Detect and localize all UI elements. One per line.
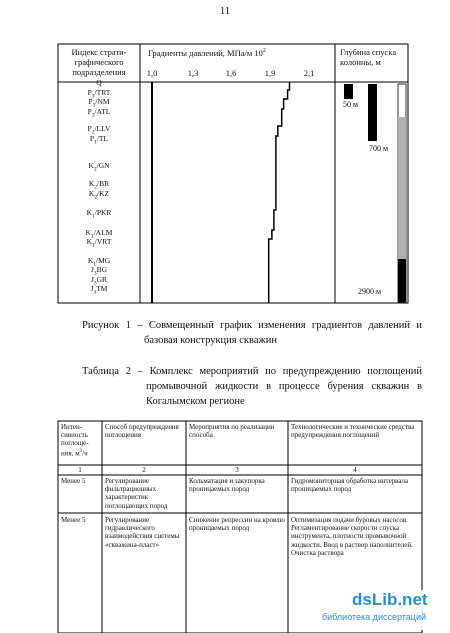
table-colnum-4: 4	[353, 466, 357, 474]
header-stratigraphic-index-line1: Индекс страти-	[71, 47, 127, 57]
table-row1-measures: Кольматация и закупорка проницаемых пород	[189, 477, 265, 494]
stratum-label: $P_3$/ATL	[87, 107, 111, 119]
stratum-label: $P_2$/LLV	[87, 124, 111, 136]
stratum-label: $P_1/TL$	[89, 134, 109, 146]
depth-label-700: 700 м	[369, 144, 389, 153]
stratum-label: $P_3/NM$	[88, 97, 110, 109]
stratum-label: $K_1/MG$	[87, 256, 111, 268]
header-pressure-gradients: Градиенты давлений, МПа/м $10^2$	[148, 48, 266, 58]
table-header-method: Способ предупреждения поглощения	[105, 423, 179, 440]
table-colnum-2: 2	[142, 466, 146, 474]
table-caption: Таблица 2 – Комплекс мероприятий по предупреждению поглощений промывочной жидкости в процессе бурения скважин в Когалымском регионе	[82, 366, 422, 407]
stratum-label: $J_3GR$	[90, 275, 108, 287]
table-header-tools: Технологические и технические средства предупреждения поглощений	[291, 423, 415, 440]
table-row1-tools: Гидромониторная обработка интервала проницаемых пород	[291, 477, 409, 494]
table-header-intensity: Интен-сивность поглоще-ния, $м^3/ч$	[61, 423, 89, 457]
stratum-label: $P_3$/TRT	[87, 88, 111, 100]
header-stratigraphic-index-line3: подразделения	[72, 67, 126, 77]
stratum-label: $K_2/GN$	[88, 161, 110, 173]
table-row1-method: Регулирование фильтрационных характеристик поглощающих пород	[105, 477, 168, 510]
watermark-site: dsLib.net	[352, 590, 428, 609]
stratum-label: $K_1$/ALM	[85, 228, 113, 240]
table-row2-method: Регулирование гидравлического взаимодействия системы «скважина-пласт»	[105, 516, 180, 549]
stratum-label: $J_3TM$	[90, 284, 108, 296]
stratum-label: $K_2/KZ$	[88, 189, 110, 201]
depth-label-2900: 2900 м	[358, 287, 382, 296]
x-tick-label: 1,6	[225, 68, 237, 78]
x-tick-label: 1,0	[146, 68, 158, 78]
table-row2-tools: Оптимизация подачи буровых насосов. Регламентирование скорости спуска инструмента, плотности промывочной жидкости. Ввод в раствор наполнителей. Очистка раствора	[291, 516, 413, 557]
table-header-measures: Мероприятия по реализации способа	[189, 423, 275, 440]
table-row2-measures: Снижение репрессии на кровлю проницаемых пород	[189, 516, 285, 533]
stratum-label: $K_2/BR$	[88, 179, 110, 191]
stratum-label: $K_1$/PKR	[86, 208, 112, 220]
stratum-label: $K_1$/VRT	[86, 237, 112, 249]
header-casing-depth-line2: колонны, м	[340, 57, 381, 67]
table-colnum-3: 3	[235, 466, 239, 474]
header-stratigraphic-index-line2: графического	[74, 57, 124, 67]
stratum-label: $J_3BG$	[90, 265, 108, 277]
figure-caption: Рисунок 1 – Совмещенный график изменения градиентов давлений и базовая конструкция скважин	[82, 320, 422, 346]
x-tick-label: 1,9	[264, 68, 276, 78]
depth-label-50: 50 м	[343, 100, 359, 109]
x-tick-label: 1,3	[187, 68, 199, 78]
table-row2-intensity: Менее 5	[61, 516, 86, 524]
watermark-text: библиотека диссертаций	[322, 612, 427, 622]
x-tick-label: 2,1	[303, 68, 315, 78]
stratum-label: Q	[96, 78, 102, 87]
header-casing-depth-line1: Глубина спуска	[340, 47, 397, 57]
table-row1-intensity: Менее 5	[61, 477, 86, 485]
table-colnum-1: 1	[78, 466, 82, 474]
page-number: 11	[219, 5, 231, 17]
